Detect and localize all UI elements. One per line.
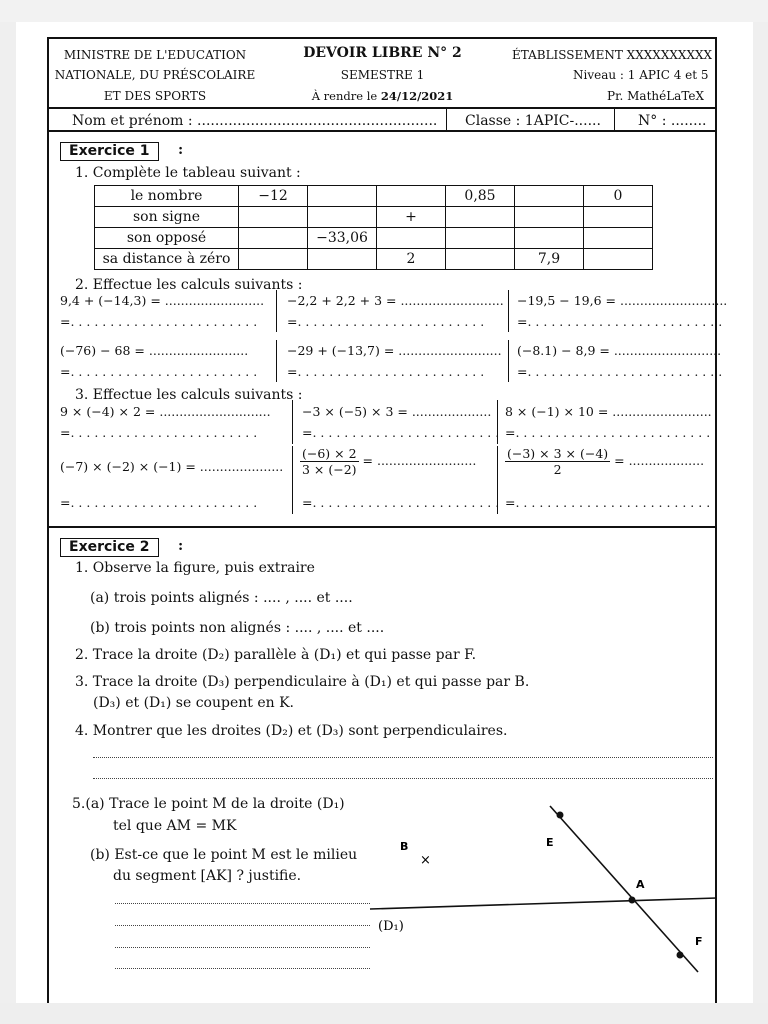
answer-line-3[interactable]: [115, 903, 370, 904]
table-cell[interactable]: [584, 207, 653, 228]
school-name: ÉTABLISSEMENT XXXXXXXXXX: [512, 48, 713, 62]
calc3-sep-2: [497, 400, 498, 444]
exercise2-q3-line1: 3. Trace la droite (D₃) perpendiculaire à (D₁) et qui passe par B.: [75, 674, 530, 690]
line-d1: [370, 898, 717, 909]
exercise2-q1: 1. Observe la figure, puis extraire: [75, 560, 315, 576]
table-cell[interactable]: [446, 249, 515, 270]
assignment-title: DEVOIR LIBRE N° 2: [303, 45, 462, 61]
calc2-1[interactable]: 9,4 + (−14,3) = .........................: [60, 293, 265, 308]
number-field[interactable]: N° : ........: [638, 113, 707, 129]
table-cell[interactable]: −12: [239, 186, 308, 207]
calc2-5-eq[interactable]: =. . . . . . . . . . . . . . . . . . . . . . . .: [287, 364, 485, 379]
fraction-1-numerator: (−6) × 2: [302, 446, 357, 461]
semester: SEMESTRE 1: [340, 68, 425, 82]
exercise2-q4: 4. Montrer que les droites (D₂) et (D₃) sont perpendiculaires.: [75, 723, 508, 739]
table-cell[interactable]: +: [377, 207, 446, 228]
label-e: E: [546, 836, 554, 849]
exercise2-q5a-line1: 5.(a) Trace le point M de la droite (D₁): [72, 796, 345, 812]
calc3-6[interactable]: [505, 446, 704, 477]
exercise2-q5b-line2: du segment [AK] ? justifie.: [113, 868, 302, 884]
exercise2-q5a-line2: tel que AM = MK: [113, 818, 237, 834]
table-cell[interactable]: [377, 228, 446, 249]
exercise1-colon: :: [178, 142, 184, 158]
table-cell[interactable]: [239, 249, 308, 270]
calc3-4-eq[interactable]: =. . . . . . . . . . . . . . . . . . . . . . . .: [60, 495, 258, 510]
calc2-sep-1: [276, 290, 277, 332]
exercise2-q1a[interactable]: (a) trois points alignés : .... , .... et ....: [90, 590, 353, 606]
calc2-2[interactable]: −2,2 + 2,2 + 3 = ..........................: [287, 293, 504, 308]
calc3-1[interactable]: 9 × (−4) × 2 = ............................: [60, 404, 271, 419]
table-cell[interactable]: [308, 249, 377, 270]
table-row: [95, 207, 653, 228]
calc2-3[interactable]: −19,5 − 19,6 = ...........................: [517, 293, 728, 308]
calc2-2-eq[interactable]: =. . . . . . . . . . . . . . . . . . . . . . . .: [287, 314, 485, 329]
calc2-6-eq[interactable]: =. . . . . . . . . . . . . . . . . . . . . . . . .: [517, 364, 723, 379]
calc2-4[interactable]: (−76) − 68 = .........................: [60, 343, 249, 358]
calc2-sep-4: [508, 340, 509, 382]
due-line: [285, 86, 480, 106]
calc2-sep-3: [276, 340, 277, 382]
label-a: A: [636, 878, 645, 891]
table-cell[interactable]: [446, 228, 515, 249]
bottom-band: [0, 1003, 768, 1024]
level: Niveau : 1 APIC 4 et 5: [573, 68, 709, 82]
calc3-2[interactable]: −3 × (−5) × 3 = ....................: [302, 404, 492, 419]
calc3-3-eq[interactable]: =. . . . . . . . . . . . . . . . . . . . . . . . .: [505, 425, 711, 440]
point-e-dot: [557, 812, 564, 819]
table-row-header: le nombre: [95, 186, 239, 207]
fraction-2: [505, 446, 610, 477]
table-cell[interactable]: [515, 186, 584, 207]
calc2-sep-2: [508, 290, 509, 332]
identity-divider: [47, 130, 717, 132]
table-cell[interactable]: [584, 228, 653, 249]
point-f-dot: [677, 952, 684, 959]
fraction-2-tail: = ...................: [610, 453, 705, 468]
table-cell[interactable]: 2: [377, 249, 446, 270]
fraction-1-denominator: 3 × (−2): [302, 462, 357, 477]
calc3-sep-4: [497, 446, 498, 514]
top-band: [0, 0, 768, 22]
table-cell[interactable]: [377, 186, 446, 207]
line-ef: [550, 806, 698, 972]
calc3-sep-1: [292, 400, 293, 444]
exercise1-q1: 1. Complète le tableau suivant :: [75, 165, 301, 181]
table-cell[interactable]: [308, 186, 377, 207]
exercise2-q3-line2: (D₃) et (D₁) se coupent en K.: [93, 695, 294, 711]
table-cell[interactable]: [239, 207, 308, 228]
exercise2-q5b-line1: (b) Est-ce que le point M est le milieu: [90, 847, 358, 863]
table-cell[interactable]: 0: [584, 186, 653, 207]
table-row: [95, 186, 653, 207]
table-row: [95, 249, 653, 270]
answer-line-6[interactable]: [115, 968, 370, 969]
calc2-6[interactable]: (−8.1) − 8,9 = ...........................: [517, 343, 722, 358]
answer-line-4[interactable]: [115, 925, 370, 926]
table-cell[interactable]: −33,06: [308, 228, 377, 249]
calc2-4-eq[interactable]: =. . . . . . . . . . . . . . . . . . . . . . . .: [60, 364, 258, 379]
table-row-header: son opposé: [95, 228, 239, 249]
name-field[interactable]: Nom et prénom : ......................................................: [72, 113, 438, 129]
table-cell[interactable]: [515, 207, 584, 228]
exercise2-colon: :: [178, 538, 184, 554]
answer-line-5[interactable]: [115, 947, 370, 948]
ministry-line-3: ET DES SPORTS: [103, 89, 207, 103]
identity-separator-2: [614, 108, 615, 130]
label-b: B: [400, 840, 409, 853]
due-date: 24/12/2021: [380, 89, 454, 103]
table-cell[interactable]: [584, 249, 653, 270]
fraction-1-tail: = .........................: [358, 453, 477, 468]
table-cell[interactable]: [239, 228, 308, 249]
exercise2-q2: 2. Trace la droite (D₂) parallèle à (D₁) et qui passe par F.: [75, 647, 477, 663]
exercise1-q3: 3. Effectue les calculs suivants :: [75, 387, 303, 403]
calc2-5[interactable]: −29 + (−13,7) = ..........................: [287, 343, 502, 358]
table-cell[interactable]: [515, 228, 584, 249]
fraction-2-numerator: (−3) × 3 × (−4): [507, 446, 609, 461]
answer-line-1[interactable]: [93, 757, 713, 758]
calc3-5-eq[interactable]: =. . . . . . . . . . . . . . . . . . . . . . . .: [302, 495, 500, 510]
teacher: Pr. MathéLaTeX: [607, 89, 705, 103]
table-row: [95, 228, 653, 249]
table-cell[interactable]: 7,9: [515, 249, 584, 270]
point-a-dot: [629, 897, 636, 904]
table-row-header: son signe: [95, 207, 239, 228]
geometry-figure: [360, 800, 717, 980]
calc3-sep-3: [292, 446, 293, 514]
point-b-cross: ×: [420, 853, 431, 868]
calc3-3[interactable]: 8 × (−1) × 10 = .........................: [505, 404, 712, 419]
exercise-divider: [47, 526, 717, 528]
calc3-4[interactable]: (−7) × (−2) × (−1) = .....................: [60, 459, 284, 474]
table-cell[interactable]: [308, 207, 377, 228]
calc3-2-eq[interactable]: =. . . . . . . . . . . . . . . . . . . . . . . .: [302, 425, 500, 440]
calc3-6-eq[interactable]: =. . . . . . . . . . . . . . . . . . . . . . . . .: [505, 495, 711, 510]
calc3-1-eq[interactable]: =. . . . . . . . . . . . . . . . . . . . . . . .: [60, 425, 258, 440]
table-cell[interactable]: 0,85: [446, 186, 515, 207]
calc2-3-eq[interactable]: =. . . . . . . . . . . . . . . . . . . . . . . . .: [517, 314, 723, 329]
exercise1-title: Exercice 1: [60, 142, 159, 161]
table-row-header: sa distance à zéro: [95, 249, 239, 270]
ministry-line-1: MINISTRE DE L'EDUCATION: [63, 48, 247, 62]
class-field[interactable]: Classe : 1APIC-......: [465, 113, 601, 129]
ministry-line-2: NATIONALE, DU PRÉSCOLAIRE: [54, 68, 256, 82]
exercise2-q1b[interactable]: (b) trois points non alignés : .... , .... et ....: [90, 620, 385, 636]
fraction-1: [300, 446, 359, 477]
label-d1: (D₁): [378, 919, 404, 934]
label-f: F: [695, 935, 703, 948]
table-cell[interactable]: [446, 207, 515, 228]
identity-separator-1: [446, 108, 447, 130]
calc2-1-eq[interactable]: =. . . . . . . . . . . . . . . . . . . . . . . .: [60, 314, 258, 329]
calc3-5[interactable]: [300, 446, 476, 477]
answer-line-2[interactable]: [93, 778, 713, 779]
header-divider: [47, 107, 717, 109]
sign-table: [94, 185, 653, 270]
exercise2-title: Exercice 2: [60, 538, 159, 557]
fraction-2-denominator: 2: [553, 462, 562, 477]
exercise1-q2: 2. Effectue les calculs suivants :: [75, 277, 303, 293]
due-prefix: À rendre le: [311, 89, 381, 103]
